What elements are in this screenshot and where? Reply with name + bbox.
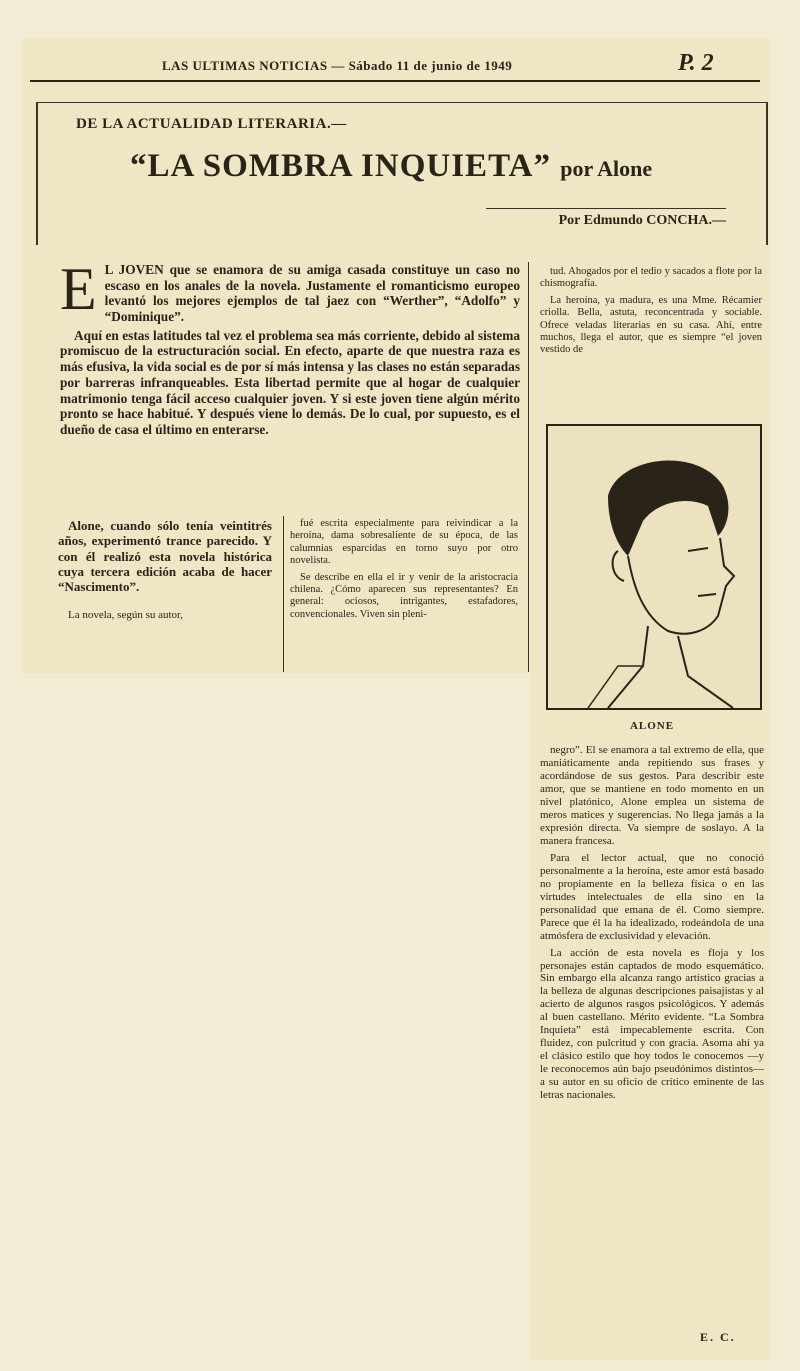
article-title: [130, 148, 652, 185]
right-column-bottom: [540, 744, 764, 1106]
portrait-caption: ALONE: [629, 720, 675, 732]
portrait-sketch: [548, 426, 760, 708]
paragraph: La novela, según su autor,: [68, 608, 184, 621]
paragraph: negro”. El se enamora a tal extremo de ella, que maniáticamente anda repitiendo sus frases y acordándose de sus gestos. Para describir este amor, que se mantiene en todo momento en un nivel platónico, Alone emplea un sistema de meros matices y sugerencias. No llega jamás a la expresión directa. Va siempre de soslayo. A la manera francesa.: [540, 744, 764, 847]
signoff: E. C.: [700, 1330, 736, 1344]
paragraph: tud. Ahogados por el tedio y sacados a flote por la chismografía.: [540, 266, 762, 290]
column-divider: [283, 516, 284, 672]
drop-cap: E: [60, 256, 97, 322]
masthead: [30, 50, 760, 82]
paragraph-2: Aquí en estas latitudes tal vez el problema sea más corriente, debido al sistema promiscuo de la estructuración social. En efecto, aparte de que nuestra raza es más efusiva, la vida social es de por sí más intensa y las clases no están separadas por barreras infranqueables. Esta libertad permite que al hogar de cualquier matrimonio tenga fácil acceso cualquier joven. Y si este joven tiene algún mérito pronto se hace habitué. Y después viene lo demás. De lo cual, por supuesto, es el dueño de casa el último en enterarse.: [60, 327, 520, 437]
main-column: [60, 256, 520, 441]
sub-column-middle: [290, 518, 518, 625]
byline: Por Edmundo CONCHA.—: [486, 208, 726, 229]
sub-column-left: [58, 518, 272, 636]
page-mark: P. 2: [678, 50, 714, 76]
masthead-text: LAS ULTIMAS NOTICIAS — Sábado 11 de junio de 1949: [162, 58, 513, 73]
right-column-top: [540, 266, 762, 361]
paragraph: La heroína, ya madura, es una Mme. Récamier criolla. Bella, astuta, reconcentrada y sociable. Ofrece veladas literarias en su casa. Ahí, entre muchos, llega el autor, que es siempre “el joven vestido de: [540, 294, 762, 356]
paragraph: Se describe en ella el ir y venir de la aristocracia chilena. ¿Cómo aparecen sus representantes? En general: ociosos, intrigantes, estafadores, convencionales. Viven sin pleni-: [290, 571, 518, 620]
column-divider: [528, 262, 529, 672]
section-label: DE LA ACTUALIDAD LITERARIA.—: [76, 116, 347, 132]
portrait-illustration: [546, 424, 762, 710]
title-main: “LA SOMBRA INQUIETA”: [130, 148, 551, 184]
paragraph: Para el lector actual, que no conoció personalmente a la heroína, este amor está basado no propiamente en la belleza física o en las virtudes intelectuales de ella sino en la personalidad que emana de él. Como siempre. Parece que él la ha idealizado, rodeándola de una atmósfera de exclusividad y elevación.: [540, 851, 764, 942]
title-author: por Alone: [560, 156, 653, 181]
paragraph: fué escrita especialmente para reivindicar a la heroína, dama sobresaliente de su época, de las calumnias esparcidas en torno suyo por otro novelista.: [290, 518, 518, 567]
paragraph: Alone, cuando sólo tenía veintitrés años, experimentó trance parecido. Y con él realizó esta novela histórica cuya tercera edición acaba de hacer “Nascimento”.: [58, 518, 272, 595]
paragraph-1: E L JOVEN que se enamora de su amiga casada constituye un caso no escaso en los anales de la novela. Justamente el romanticismo europeo levantó los mejores ejemplos de tal jaez con “Werther”, “Adolfo” y “Dominique”.: [60, 256, 520, 325]
paragraph: La acción de esta novela es floja y los personajes están captados de modo esquemático. Sin embargo ella alcanza rango artístico gracias a la belleza de algunas descripciones paisajistas y al acierto de algunos rasgos psicológicos. Y además al buen castellano. Mérito evidente. “La Sombra Inquieta” está impecablemente escrita. Con fluidez, con pulcritud y con gracia. Asoma ahí ya el clásico estilo que hoy todos le conocemos —y le reconocemos aún bajo pseudónimos distintos— a su autor en su oficio de crítico eminente de las letras nacionales.: [540, 946, 764, 1102]
